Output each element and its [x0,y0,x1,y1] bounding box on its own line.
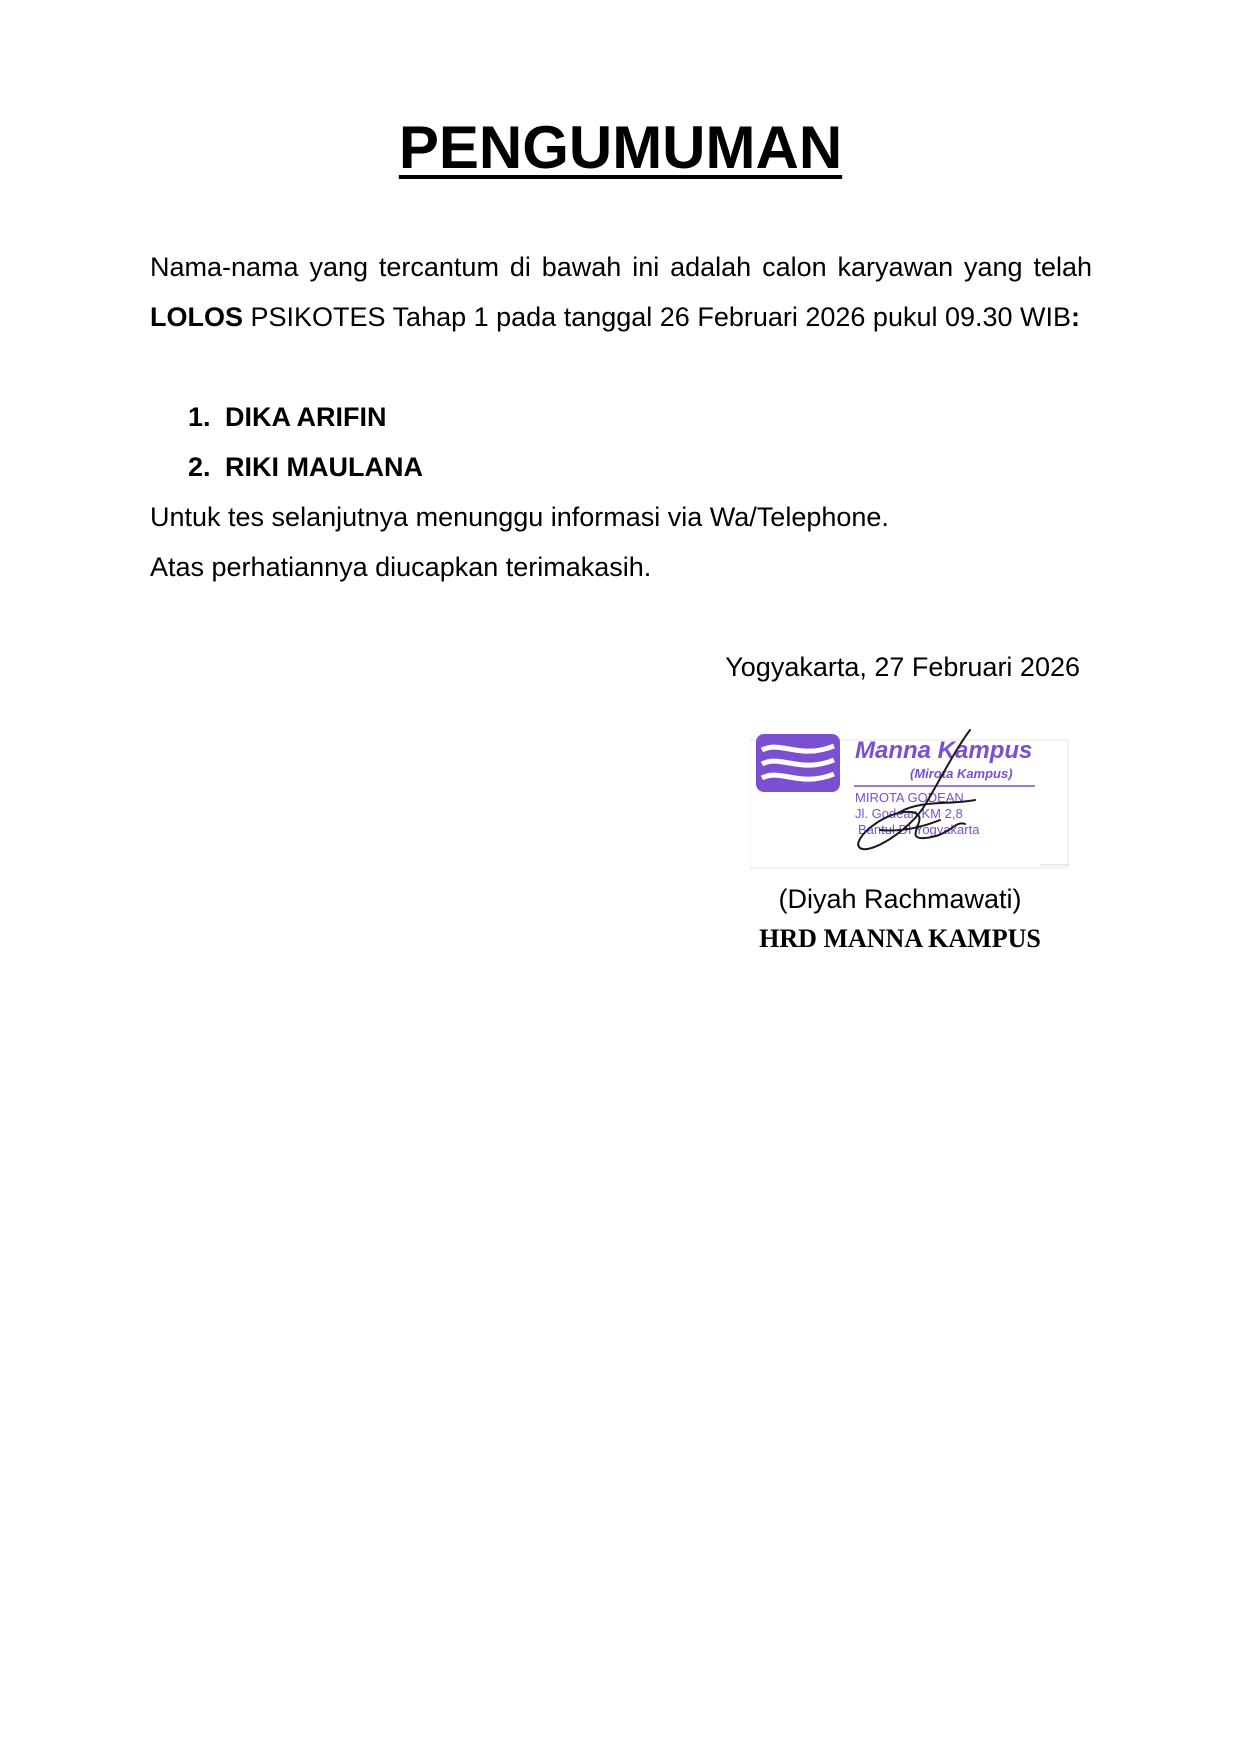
closing-paragraph [150,492,1092,592]
stamp-line-2: Jl. Godean KM 2,8 [855,806,963,821]
stamp-line-3: Bantul DI Yogyakarta [858,822,980,837]
closing-line-1: Untuk tes selanjutnya menunggu informasi via Wa/Telephone. [150,502,889,532]
list-item-number: 2. [188,452,211,482]
list-item-number: 1. [188,402,211,432]
intro-text-start: Nama-nama yang tercantum di bawah ini adalah calon karyawan yang telah [150,252,1092,282]
place-date: Yogyakarta, 27 Februari 2026 [725,652,1080,682]
candidate-list [188,392,423,492]
company-stamp [750,720,1070,870]
stamp-brand: Manna Kampus [855,737,1033,764]
stamp-logo-icon [756,734,840,792]
list-item-name: RIKI MAULANA [225,452,423,482]
list-item [188,442,423,492]
intro-colon: : [1071,302,1081,332]
stamp-subbrand: (Mirota Kampus) [910,766,1013,781]
closing-line-2: Atas perhatiannya diucapkan terimakasih. [150,552,652,582]
signatory-name: (Diyah Rachmawati) [778,884,1022,914]
page-title [0,108,1241,188]
list-item [188,392,423,442]
stamp-line-1: MIROTA GODEAN [855,790,964,805]
intro-bold-lolos: LOLOS [150,302,243,332]
page-title-text: PENGUMUMAN [398,114,843,181]
intro-text-end: PSIKOTES Tahap 1 pada tanggal 26 Februari 2026 pukul 09.30 WIB [243,302,1072,332]
intro-paragraph [150,242,1092,342]
signatory-role: HRD MANNA KAMPUS [759,924,1041,953]
list-item-name: DIKA ARIFIN [225,402,387,432]
